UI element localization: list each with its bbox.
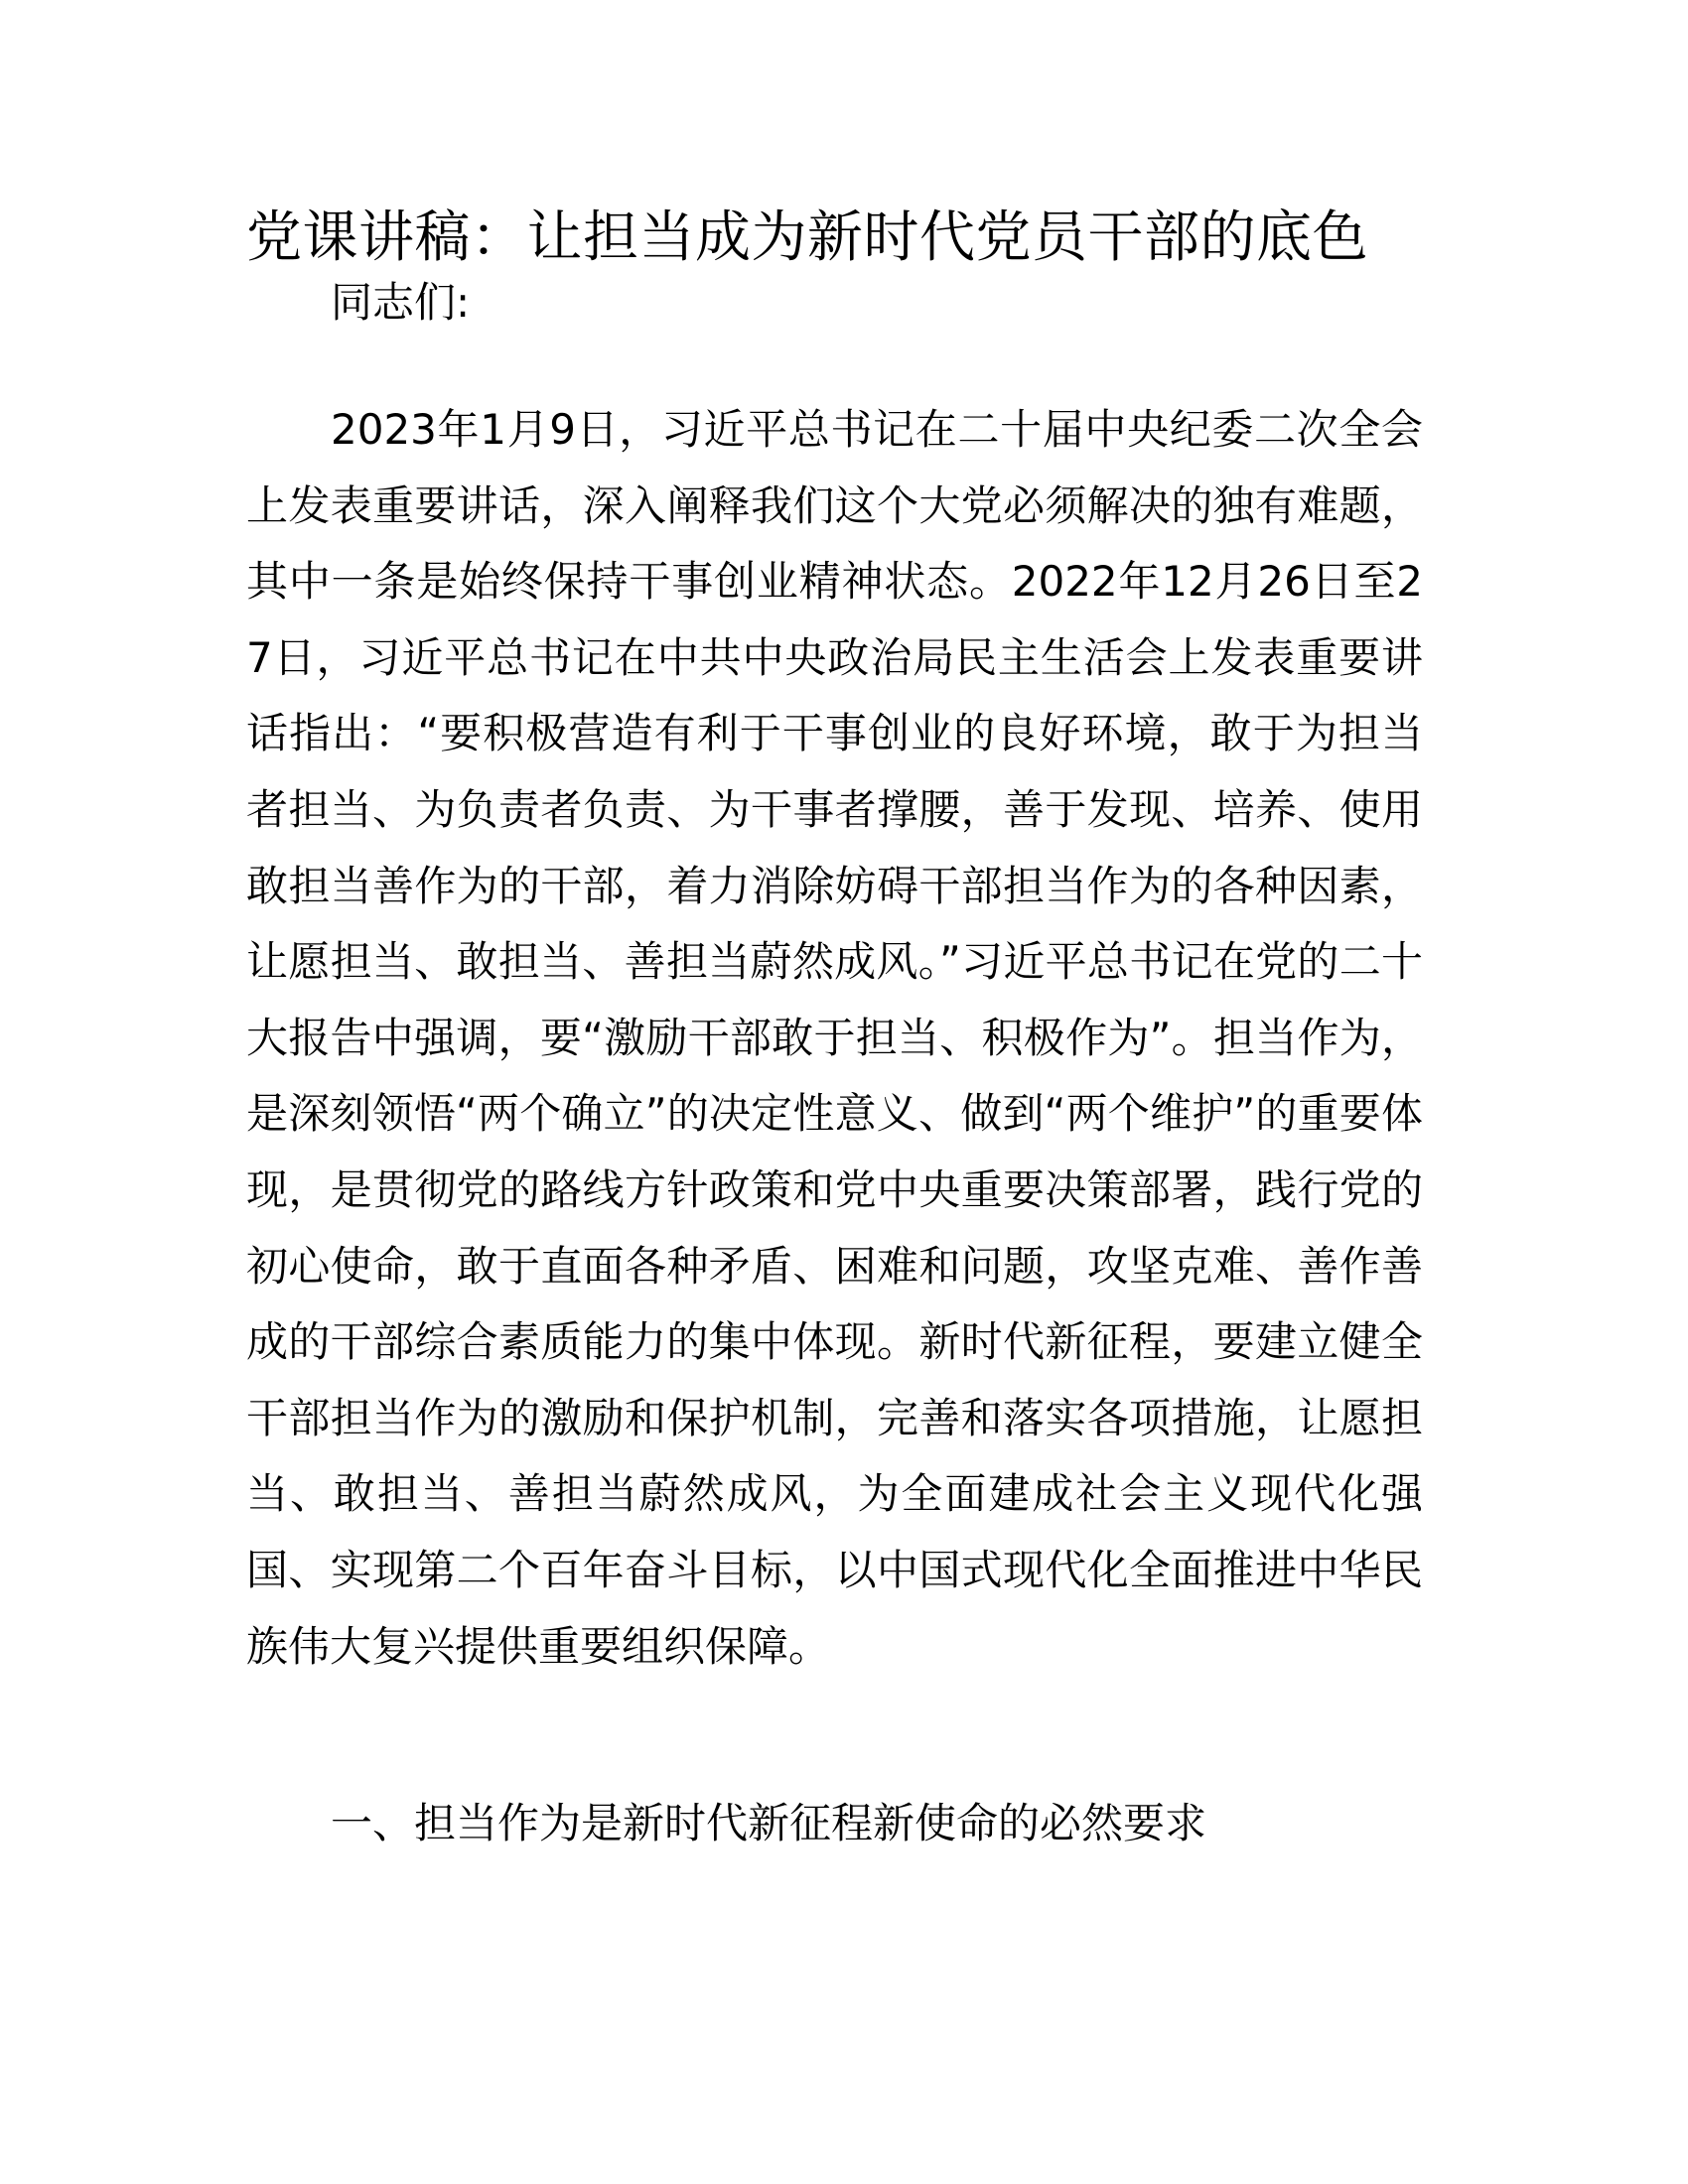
section-heading: 一、担当作为是新时代新征程新使命的必然要求 bbox=[331, 1799, 1207, 1847]
body-paragraph: 2023年1月9日，习近平总书记在二十届中央纪委二次全会上发表重要讲话，深入阐释我们这个大党必须解决的独有难题，其中一条是始终保持干事创业精神状态。2022年12月26日至27日，习近平总书记在中共中央政治局民主生活会上发表重要讲话指出：“要积极营造有利于干事创业的良好环境，敢于为担当者担当、为负责者负责、为干事者撑腰，善于发现、培养、使用敢担当善作为的干部，着力消除妨碍干部担当作为的各种因素，让愿担当、敢担当、善担当蔚然成风。”习近平总书记在党的二十大报告中强调，要“激励干部敢于担当、积极作为”。担当作为，是深刻领悟“两个确立”的决定性意义、做到“两个维护”的重要体现，是贯彻党的路线方针政策和党中央重要决策部署，践行党的初心使命，敢于直面各种矛盾、困难和问题，攻坚克难、善作善成的干部综合素质能力的集中体现。新时代新征程，要建立健全干部担当作为的激励和保护机制，完善和落实各项措施，让愿担当、敢担当、善担当蔚然成风，为全面建成社会主义现代化强国、实现第二个百年奋斗目标，以中国式现代化全面推进中华民族伟大复兴提供重要组织保障。 bbox=[246, 405, 1423, 1671]
document-title: 党课讲稿：让担当成为新时代党员干部的底色 bbox=[246, 205, 1368, 270]
salutation: 同志们: bbox=[331, 278, 471, 327]
